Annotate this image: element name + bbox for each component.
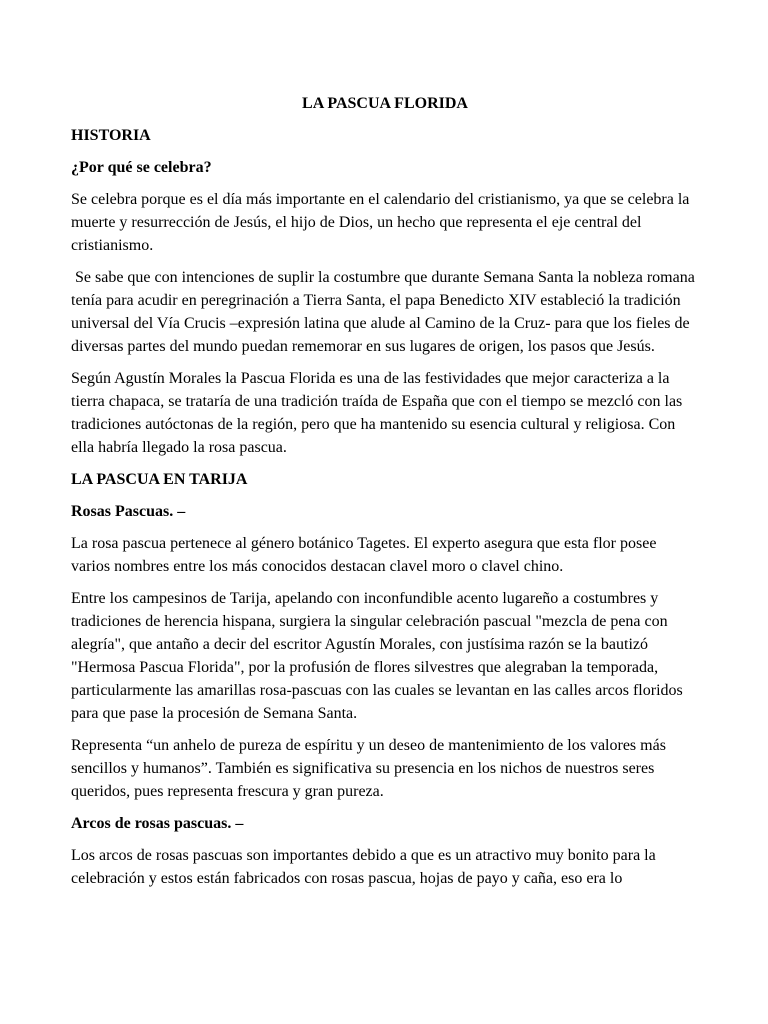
paragraph-1: Se celebra porque es el día más importante en el calendario del cristianismo, ya que se celebra la muerte y resurrección de Jesús, el hijo de Dios, un hecho que representa el eje central del cristianismo. bbox=[71, 191, 690, 254]
paragraph-3: Según Agustín Morales la Pascua Florida es una de las festividades que mejor caracteriza a la tierra chapaca, se trataría de una tradición traída de España que con el tiempo se mezcló con las tradiciones autóctonas de la región, pero que ha mantenido su esencia cultural y religiosa. Con ella habría llegado la rosa pascua. bbox=[71, 370, 683, 456]
section-heading-tarija: LA PASCUA EN TARIJA bbox=[71, 471, 248, 488]
subheading-rosas-pascuas: Rosas Pascuas. – bbox=[71, 503, 186, 520]
subheading-arcos: Arcos de rosas pascuas. – bbox=[71, 815, 244, 832]
section-heading-historia: HISTORIA bbox=[71, 127, 151, 144]
paragraph-4: La rosa pascua pertenece al género botánico Tagetes. El experto asegura que esta flor posee varios nombres entre los más conocidos destacan clavel moro o clavel chino. bbox=[71, 535, 657, 575]
paragraph-7: Los arcos de rosas pascuas son importantes debido a que es un atractivo muy bonito para la celebración y estos están fabricados con rosas pascua, hojas de payo y caña, eso era lo bbox=[71, 847, 656, 887]
paragraph-2: Se sabe que con intenciones de suplir la costumbre que durante Semana Santa la nobleza romana tenía para acudir en peregrinación a Tierra Santa, el papa Benedicto XIV estableció la tradición universal del Vía Crucis –expresión latina que alude al Camino de la Cruz- para que los fieles de diversas partes del mundo puedan rememorar en sus lugares de origen, los pasos que Jesús. bbox=[71, 269, 699, 355]
document-title: LA PASCUA FLORIDA bbox=[302, 95, 468, 112]
question-heading: ¿Por qué se celebra? bbox=[71, 159, 212, 176]
document-body bbox=[71, 92, 699, 899]
paragraph-5: Entre los campesinos de Tarija, apelando con inconfundible acento lugareño a costumbres y tradiciones de herencia hispana, surgiera la singular celebración pascual "mezcla de pena con alegría", que antaño a decir del escritor Agustín Morales, con justísima razón se la bautizó "Hermosa Pascua Florida", por la profusión de flores silvestres que alegraban la temporada, particularmente las amarillas rosa-pascuas con las cuales se levantan en las calles arcos floridos para que pase la procesión de Semana Santa. bbox=[71, 590, 683, 722]
paragraph-6: Representa “un anhelo de pureza de espíritu y un deseo de mantenimiento de los valores más sencillos y humanos”. También es significativa su presencia en los nichos de nuestros seres queridos, pues representa frescura y gran pureza. bbox=[71, 737, 666, 800]
